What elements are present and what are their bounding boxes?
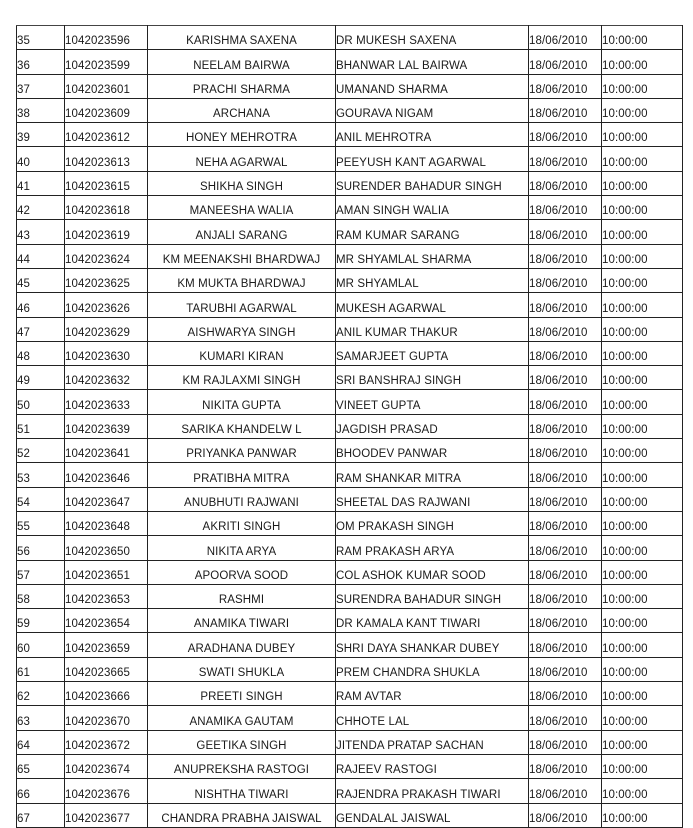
exam-date-cell: 18/06/2010 — [529, 171, 602, 195]
candidate-name-cell: NEELAM BAIRWA — [148, 50, 336, 74]
exam-date-cell: 18/06/2010 — [529, 706, 602, 730]
exam-time-cell: 10:00:00 — [602, 584, 683, 608]
table-row — [17, 98, 683, 122]
exam-date-cell: 18/06/2010 — [529, 754, 602, 778]
roll-number-cell: 1042023674 — [65, 754, 148, 778]
candidate-name-cell: SHIKHA SINGH — [148, 171, 336, 195]
exam-time-cell: 10:00:00 — [602, 293, 683, 317]
exam-date-cell: 18/06/2010 — [529, 609, 602, 633]
serial-number-cell: 41 — [17, 171, 65, 195]
exam-time-cell: 10:00:00 — [602, 390, 683, 414]
exam-date-cell: 18/06/2010 — [529, 633, 602, 657]
father-name-cell: PEEYUSH KANT AGARWAL — [336, 147, 529, 171]
exam-time-cell: 10:00:00 — [602, 147, 683, 171]
candidate-name-cell: ANUPREKSHA RASTOGI — [148, 754, 336, 778]
serial-number-cell: 49 — [17, 366, 65, 390]
father-name-cell: RAM SHANKAR MITRA — [336, 463, 529, 487]
exam-date-cell: 18/06/2010 — [529, 487, 602, 511]
exam-date-cell: 18/06/2010 — [529, 536, 602, 560]
table-row — [17, 196, 683, 220]
table-row — [17, 268, 683, 292]
father-name-cell: DR KAMALA KANT TIWARI — [336, 609, 529, 633]
exam-time-cell: 10:00:00 — [602, 682, 683, 706]
table-row — [17, 487, 683, 511]
candidate-name-cell: GEETIKA SINGH — [148, 730, 336, 754]
father-name-cell: AMAN SINGH WALIA — [336, 196, 529, 220]
exam-time-cell: 10:00:00 — [602, 268, 683, 292]
father-name-cell: COL ASHOK KUMAR SOOD — [336, 560, 529, 584]
table-row — [17, 803, 683, 827]
serial-number-cell: 58 — [17, 584, 65, 608]
candidate-name-cell: AISHWARYA SINGH — [148, 317, 336, 341]
serial-number-cell: 56 — [17, 536, 65, 560]
candidate-name-cell: KM MUKTA BHARDWAJ — [148, 268, 336, 292]
serial-number-cell: 63 — [17, 706, 65, 730]
roll-number-cell: 1042023599 — [65, 50, 148, 74]
roll-number-cell: 1042023601 — [65, 74, 148, 98]
roll-number-cell: 1042023672 — [65, 730, 148, 754]
father-name-cell: CHHOTE LAL — [336, 706, 529, 730]
table-row — [17, 147, 683, 171]
father-name-cell: SAMARJEET GUPTA — [336, 341, 529, 365]
table-row — [17, 414, 683, 438]
exam-date-cell: 18/06/2010 — [529, 74, 602, 98]
roll-number-cell: 1042023619 — [65, 220, 148, 244]
exam-date-cell: 18/06/2010 — [529, 390, 602, 414]
exam-time-cell: 10:00:00 — [602, 366, 683, 390]
serial-number-cell: 38 — [17, 98, 65, 122]
exam-time-cell: 10:00:00 — [602, 26, 683, 50]
serial-number-cell: 39 — [17, 123, 65, 147]
exam-time-cell: 10:00:00 — [602, 803, 683, 827]
serial-number-cell: 61 — [17, 657, 65, 681]
table-row — [17, 536, 683, 560]
exam-time-cell: 10:00:00 — [602, 317, 683, 341]
serial-number-cell: 62 — [17, 682, 65, 706]
exam-time-cell: 10:00:00 — [602, 633, 683, 657]
father-name-cell: RAM AVTAR — [336, 682, 529, 706]
roll-number-cell: 1042023653 — [65, 584, 148, 608]
candidate-name-cell: SWATI SHUKLA — [148, 657, 336, 681]
exam-date-cell: 18/06/2010 — [529, 511, 602, 535]
table-row — [17, 439, 683, 463]
table-row — [17, 50, 683, 74]
roll-number-cell: 1042023629 — [65, 317, 148, 341]
table-row — [17, 657, 683, 681]
father-name-cell: RAM PRAKASH ARYA — [336, 536, 529, 560]
roll-number-cell: 1042023651 — [65, 560, 148, 584]
father-name-cell: MR SHYAMLAL — [336, 268, 529, 292]
roll-number-cell: 1042023624 — [65, 244, 148, 268]
serial-number-cell: 57 — [17, 560, 65, 584]
exam-date-cell: 18/06/2010 — [529, 196, 602, 220]
table-row — [17, 26, 683, 50]
table-row — [17, 609, 683, 633]
candidate-name-cell: PREETI SINGH — [148, 682, 336, 706]
father-name-cell: UMANAND SHARMA — [336, 74, 529, 98]
exam-time-cell: 10:00:00 — [602, 439, 683, 463]
document-page — [16, 25, 681, 828]
exam-time-cell: 10:00:00 — [602, 171, 683, 195]
father-name-cell: GOURAVA NIGAM — [336, 98, 529, 122]
candidate-name-cell: APOORVA SOOD — [148, 560, 336, 584]
exam-date-cell: 18/06/2010 — [529, 293, 602, 317]
exam-time-cell: 10:00:00 — [602, 244, 683, 268]
roll-number-cell: 1042023632 — [65, 366, 148, 390]
exam-date-cell: 18/06/2010 — [529, 50, 602, 74]
table-row — [17, 341, 683, 365]
candidate-name-cell: NISHTHA TIWARI — [148, 779, 336, 803]
serial-number-cell: 54 — [17, 487, 65, 511]
roll-number-cell: 1042023646 — [65, 463, 148, 487]
exam-date-cell: 18/06/2010 — [529, 268, 602, 292]
table-body — [17, 26, 683, 828]
father-name-cell: MUKESH AGARWAL — [336, 293, 529, 317]
candidate-name-cell: ANJALI SARANG — [148, 220, 336, 244]
exam-date-cell: 18/06/2010 — [529, 414, 602, 438]
exam-time-cell: 10:00:00 — [602, 50, 683, 74]
table-row — [17, 317, 683, 341]
exam-date-cell: 18/06/2010 — [529, 439, 602, 463]
father-name-cell: JITENDA PRATAP SACHAN — [336, 730, 529, 754]
exam-date-cell: 18/06/2010 — [529, 123, 602, 147]
exam-date-cell: 18/06/2010 — [529, 317, 602, 341]
father-name-cell: ANIL MEHROTRA — [336, 123, 529, 147]
exam-time-cell: 10:00:00 — [602, 706, 683, 730]
exam-date-cell: 18/06/2010 — [529, 147, 602, 171]
roll-number-cell: 1042023641 — [65, 439, 148, 463]
serial-number-cell: 51 — [17, 414, 65, 438]
exam-time-cell: 10:00:00 — [602, 463, 683, 487]
table-row — [17, 584, 683, 608]
exam-date-cell: 18/06/2010 — [529, 584, 602, 608]
table-row — [17, 730, 683, 754]
candidate-name-cell: SARIKA KHANDELW L — [148, 414, 336, 438]
table-row — [17, 511, 683, 535]
candidate-name-cell: NEHA AGARWAL — [148, 147, 336, 171]
exam-date-cell: 18/06/2010 — [529, 779, 602, 803]
table-row — [17, 463, 683, 487]
table-row — [17, 123, 683, 147]
roll-number-cell: 1042023613 — [65, 147, 148, 171]
table-row — [17, 706, 683, 730]
exam-time-cell: 10:00:00 — [602, 609, 683, 633]
father-name-cell: SHEETAL DAS RAJWANI — [336, 487, 529, 511]
serial-number-cell: 66 — [17, 779, 65, 803]
exam-time-cell: 10:00:00 — [602, 560, 683, 584]
serial-number-cell: 50 — [17, 390, 65, 414]
exam-date-cell: 18/06/2010 — [529, 366, 602, 390]
candidate-name-cell: NIKITA GUPTA — [148, 390, 336, 414]
candidate-name-cell: PRACHI SHARMA — [148, 74, 336, 98]
father-name-cell: SURENDER BAHADUR SINGH — [336, 171, 529, 195]
exam-date-cell: 18/06/2010 — [529, 682, 602, 706]
roll-number-cell: 1042023676 — [65, 779, 148, 803]
roll-number-cell: 1042023666 — [65, 682, 148, 706]
exam-date-cell: 18/06/2010 — [529, 26, 602, 50]
table-row — [17, 390, 683, 414]
candidate-name-cell: KM RAJLAXMI SINGH — [148, 366, 336, 390]
roll-number-cell: 1042023612 — [65, 123, 148, 147]
serial-number-cell: 55 — [17, 511, 65, 535]
exam-time-cell: 10:00:00 — [602, 341, 683, 365]
table-row — [17, 754, 683, 778]
serial-number-cell: 64 — [17, 730, 65, 754]
candidate-table — [16, 25, 683, 828]
candidate-name-cell: CHANDRA PRABHA JAISWAL — [148, 803, 336, 827]
serial-number-cell: 59 — [17, 609, 65, 633]
serial-number-cell: 53 — [17, 463, 65, 487]
father-name-cell: DR MUKESH SAXENA — [336, 26, 529, 50]
serial-number-cell: 65 — [17, 754, 65, 778]
candidate-name-cell: TARUBHI AGARWAL — [148, 293, 336, 317]
candidate-name-cell: NIKITA ARYA — [148, 536, 336, 560]
serial-number-cell: 67 — [17, 803, 65, 827]
roll-number-cell: 1042023665 — [65, 657, 148, 681]
candidate-name-cell: KM MEENAKSHI BHARDWAJ — [148, 244, 336, 268]
candidate-name-cell: ANAMIKA GAUTAM — [148, 706, 336, 730]
table-row — [17, 293, 683, 317]
roll-number-cell: 1042023677 — [65, 803, 148, 827]
candidate-name-cell: ANAMIKA TIWARI — [148, 609, 336, 633]
serial-number-cell: 42 — [17, 196, 65, 220]
roll-number-cell: 1042023647 — [65, 487, 148, 511]
father-name-cell: MR SHYAMLAL SHARMA — [336, 244, 529, 268]
father-name-cell: SHRI DAYA SHANKAR DUBEY — [336, 633, 529, 657]
father-name-cell: RAM KUMAR SARANG — [336, 220, 529, 244]
father-name-cell: PREM CHANDRA SHUKLA — [336, 657, 529, 681]
father-name-cell: RAJENDRA PRAKASH TIWARI — [336, 779, 529, 803]
candidate-name-cell: MANEESHA WALIA — [148, 196, 336, 220]
exam-date-cell: 18/06/2010 — [529, 803, 602, 827]
exam-date-cell: 18/06/2010 — [529, 730, 602, 754]
father-name-cell: OM PRAKASH SINGH — [336, 511, 529, 535]
serial-number-cell: 35 — [17, 26, 65, 50]
father-name-cell: GENDALAL JAISWAL — [336, 803, 529, 827]
exam-time-cell: 10:00:00 — [602, 511, 683, 535]
candidate-name-cell: HONEY MEHROTRA — [148, 123, 336, 147]
serial-number-cell: 45 — [17, 268, 65, 292]
roll-number-cell: 1042023626 — [65, 293, 148, 317]
table-row — [17, 366, 683, 390]
serial-number-cell: 40 — [17, 147, 65, 171]
father-name-cell: SRI BANSHRAJ SINGH — [336, 366, 529, 390]
serial-number-cell: 43 — [17, 220, 65, 244]
serial-number-cell: 52 — [17, 439, 65, 463]
roll-number-cell: 1042023633 — [65, 390, 148, 414]
roll-number-cell: 1042023648 — [65, 511, 148, 535]
roll-number-cell: 1042023654 — [65, 609, 148, 633]
exam-time-cell: 10:00:00 — [602, 657, 683, 681]
exam-date-cell: 18/06/2010 — [529, 341, 602, 365]
serial-number-cell: 46 — [17, 293, 65, 317]
candidate-name-cell: ARCHANA — [148, 98, 336, 122]
serial-number-cell: 60 — [17, 633, 65, 657]
roll-number-cell: 1042023670 — [65, 706, 148, 730]
candidate-name-cell: KARISHMA SAXENA — [148, 26, 336, 50]
table-row — [17, 682, 683, 706]
exam-date-cell: 18/06/2010 — [529, 560, 602, 584]
candidate-name-cell: PRATIBHA MITRA — [148, 463, 336, 487]
candidate-name-cell: KUMARI KIRAN — [148, 341, 336, 365]
roll-number-cell: 1042023659 — [65, 633, 148, 657]
father-name-cell: JAGDISH PRASAD — [336, 414, 529, 438]
serial-number-cell: 37 — [17, 74, 65, 98]
exam-date-cell: 18/06/2010 — [529, 657, 602, 681]
table-row — [17, 633, 683, 657]
roll-number-cell: 1042023650 — [65, 536, 148, 560]
candidate-name-cell: RASHMI — [148, 584, 336, 608]
serial-number-cell: 48 — [17, 341, 65, 365]
candidate-name-cell: ARADHANA DUBEY — [148, 633, 336, 657]
roll-number-cell: 1042023609 — [65, 98, 148, 122]
serial-number-cell: 47 — [17, 317, 65, 341]
exam-date-cell: 18/06/2010 — [529, 98, 602, 122]
roll-number-cell: 1042023596 — [65, 26, 148, 50]
exam-time-cell: 10:00:00 — [602, 730, 683, 754]
table-row — [17, 220, 683, 244]
candidate-name-cell: PRIYANKA PANWAR — [148, 439, 336, 463]
candidate-name-cell: AKRITI SINGH — [148, 511, 336, 535]
serial-number-cell: 36 — [17, 50, 65, 74]
exam-date-cell: 18/06/2010 — [529, 220, 602, 244]
father-name-cell: BHANWAR LAL BAIRWA — [336, 50, 529, 74]
exam-time-cell: 10:00:00 — [602, 414, 683, 438]
father-name-cell: RAJEEV RASTOGI — [336, 754, 529, 778]
exam-date-cell: 18/06/2010 — [529, 244, 602, 268]
father-name-cell: BHOODEV PANWAR — [336, 439, 529, 463]
roll-number-cell: 1042023625 — [65, 268, 148, 292]
exam-time-cell: 10:00:00 — [602, 754, 683, 778]
father-name-cell: VINEET GUPTA — [336, 390, 529, 414]
exam-time-cell: 10:00:00 — [602, 487, 683, 511]
roll-number-cell: 1042023618 — [65, 196, 148, 220]
table-row — [17, 560, 683, 584]
exam-time-cell: 10:00:00 — [602, 779, 683, 803]
roll-number-cell: 1042023630 — [65, 341, 148, 365]
exam-time-cell: 10:00:00 — [602, 74, 683, 98]
roll-number-cell: 1042023639 — [65, 414, 148, 438]
father-name-cell: ANIL KUMAR THAKUR — [336, 317, 529, 341]
serial-number-cell: 44 — [17, 244, 65, 268]
exam-time-cell: 10:00:00 — [602, 98, 683, 122]
exam-time-cell: 10:00:00 — [602, 536, 683, 560]
exam-date-cell: 18/06/2010 — [529, 463, 602, 487]
roll-number-cell: 1042023615 — [65, 171, 148, 195]
exam-time-cell: 10:00:00 — [602, 196, 683, 220]
table-row — [17, 779, 683, 803]
father-name-cell: SURENDRA BAHADUR SINGH — [336, 584, 529, 608]
exam-time-cell: 10:00:00 — [602, 220, 683, 244]
candidate-name-cell: ANUBHUTI RAJWANI — [148, 487, 336, 511]
table-row — [17, 74, 683, 98]
table-row — [17, 244, 683, 268]
table-row — [17, 171, 683, 195]
exam-time-cell: 10:00:00 — [602, 123, 683, 147]
